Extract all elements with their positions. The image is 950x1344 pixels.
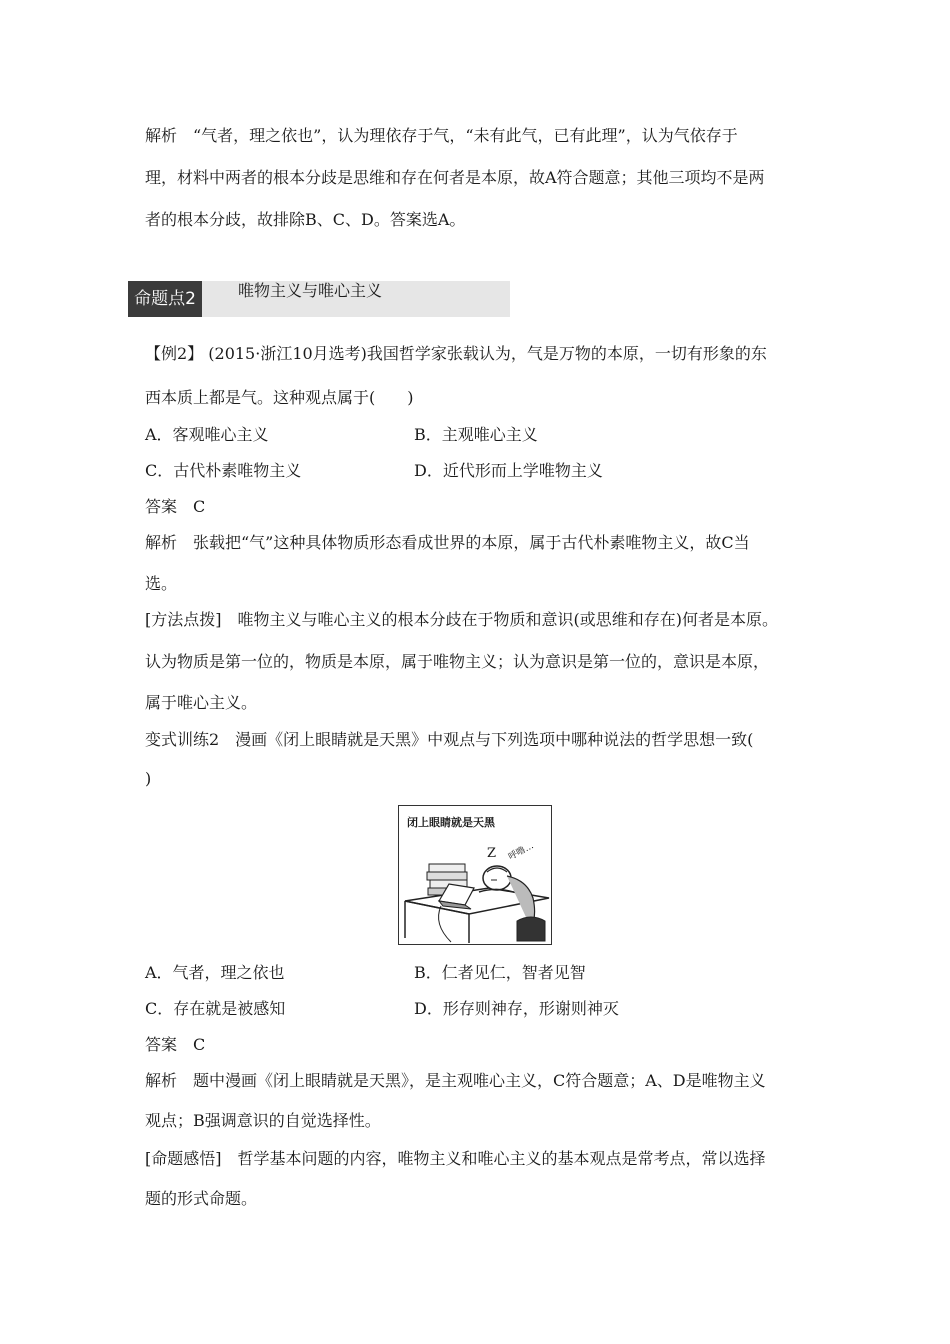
section-title: 唯物主义与唯心主义 [238, 281, 383, 300]
section-heading [128, 281, 510, 317]
option-d: D．形存则神存，形谢则神灭 [414, 999, 619, 1018]
analysis-line: 解析 题中漫画《闭上眼睛就是天黑》，是主观唯心主义，C符合题意；A、D是唯物主义 [145, 1071, 766, 1090]
analysis-line: 者的根本分歧，故排除B、C、D。答案选A。 [145, 210, 466, 229]
analysis-line: 解析 “气者，理之依也”，认为理依存于气，“未有此气，已有此理”，认为气依存于 [145, 126, 738, 145]
analysis-line: 选。 [145, 574, 178, 593]
comic-snore-text: 呼噜… [506, 841, 536, 863]
option-b: B．仁者见仁，智者见智 [414, 963, 586, 982]
option-b: B．主观唯心主义 [414, 425, 538, 444]
comic-image [398, 805, 552, 945]
variant-question: ) [145, 769, 152, 788]
option-c: C．存在就是被感知 [145, 999, 286, 1018]
example-question: 【例2】 (2015·浙江10月选考)我国哲学家张载认为，气是万物的本原，一切有形象的东 [145, 344, 767, 363]
option-c: C．古代朴素唯物主义 [145, 461, 302, 480]
analysis-line: 观点；B强调意识的自觉选择性。 [145, 1111, 381, 1130]
snore-z: Z [487, 846, 497, 861]
option-d: D．近代形而上学唯物主义 [414, 461, 603, 480]
insight-line: [命题感悟] 哲学基本问题的内容，唯物主义和唯心主义的基本观点是常考点，常以选择 [145, 1149, 766, 1168]
analysis-line: 理，材料中两者的根本分歧是思维和存在何者是本原，故A符合题意；其他三项均不是两 [145, 168, 765, 187]
method-tip: 属于唯心主义。 [145, 693, 258, 712]
method-tip: [方法点拨] 唯物主义与唯心主义的根本分歧在于物质和意识(或思维和存在)何者是本原。 [145, 610, 778, 629]
comic-title: 闭上眼睛就是天黑 [407, 816, 495, 829]
answer: 答案 C [145, 1035, 206, 1054]
variant-question: 变式训练2 漫画《闭上眼睛就是天黑》中观点与下列选项中哪种说法的哲学思想一致( [145, 730, 754, 749]
method-tip: 认为物质是第一位的，物质是本原，属于唯物主义；认为意识是第一位的，意识是本原， [145, 652, 770, 671]
answer: 答案 C [145, 497, 206, 516]
analysis-line: 解析 张载把“气”这种具体物质形态看成世界的本原，属于古代朴素唯物主义，故C当 [145, 533, 750, 552]
option-a: A．气者，理之依也 [145, 963, 285, 982]
insight-line: 题的形式命题。 [145, 1189, 258, 1208]
section-tag: 命题点2 [128, 281, 202, 317]
option-a: A．客观唯心主义 [145, 425, 269, 444]
example-question: 西本质上都是气。这种观点属于( ) [145, 388, 414, 407]
